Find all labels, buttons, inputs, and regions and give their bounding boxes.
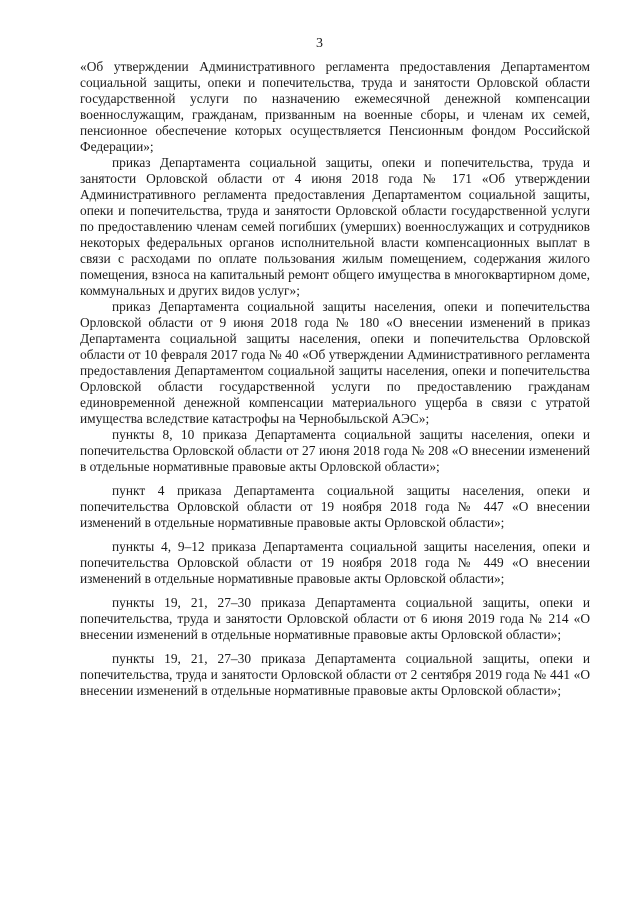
paragraph-8: пункты 19, 21, 27–30 приказа Департамента социальной защиты, опеки и попечительства, труда и занятости Орловской области от 2 сентября 2019 года № 441 «О внесении изменений в отдельные нормативные правовые акты Орловской области»; <box>80 651 590 698</box>
page-number: 3 <box>316 36 323 51</box>
paragraph-3: приказ Департамента социальной защиты населения, опеки и попечительства Орловской области от 9 июня 2018 года № 180 «О внесении изменений в приказ Департамента социальной защиты населения, опеки и попечительства Орловской области от 10 февраля 2017 года № 40 «Об утверждении Административного регламента предоставления Департаментом социальной защиты населения, опеки и попечительства Орловской области государственной услуги по предоставлению гражданам единовременной денежной компенсации материального ущерба в связи с утратой имущества вследствие катастрофы на Чернобыльской АЭС»; <box>80 299 590 426</box>
paragraph-4: пункты 8, 10 приказа Департамента социальной защиты населения, опеки и попечительства Орловской области от 27 июня 2018 года № 208 «О внесении изменений в отдельные нормативные правовые акты Орловской области»; <box>80 427 590 474</box>
paragraph-5: пункт 4 приказа Департамента социальной защиты населения, опеки и попечительства Орловской области от 19 ноября 2018 года № 447 «О внесении изменений в отдельные нормативные правовые акты Орловской области»; <box>80 483 590 530</box>
document-body <box>80 59 590 699</box>
paragraph-1: «Об утверждении Административного регламента предоставления Департаментом социальной защиты, опеки и попечительства, труда и занятости Орловской области государственной услуги по назначению ежемесячной денежной компенсации военнослужащим, гражданам, призванным на военные сборы, и членам их семей, пенсионное обеспечение которых осуществляется Пенсионным фондом Российской Федерации»; <box>80 59 590 154</box>
paragraph-2: приказ Департамента социальной защиты, опеки и попечительства, труда и занятости Орловской области от 4 июня 2018 года № 171 «Об утверждении Административного регламента предоставления Департаментом социальной защиты, опеки и попечительства, труда и занятости Орловской области государственной услуги по предоставлению членам семей погибших (умерших) военнослужащих и сотрудников некоторых федеральных органов исполнительной власти компенсационных выплат в связи с расходами по оплате пользования жилым помещением, содержания жилого помещения, взноса на капитальный ремонт общего имущества в многоквартирном доме, коммунальных и других видов услуг»; <box>80 155 590 298</box>
paragraph-7: пункты 19, 21, 27–30 приказа Департамента социальной защиты, опеки и попечительства, труда и занятости Орловской области от 6 июня 2019 года № 214 «О внесении изменений в отдельные нормативные правовые акты Орловской области»; <box>80 595 590 642</box>
paragraph-6: пункты 4, 9–12 приказа Департамента социальной защиты населения, опеки и попечительства Орловской области от 19 ноября 2018 года № 449 «О внесении изменений в отдельные нормативные правовые акты Орловской области»; <box>80 539 590 586</box>
